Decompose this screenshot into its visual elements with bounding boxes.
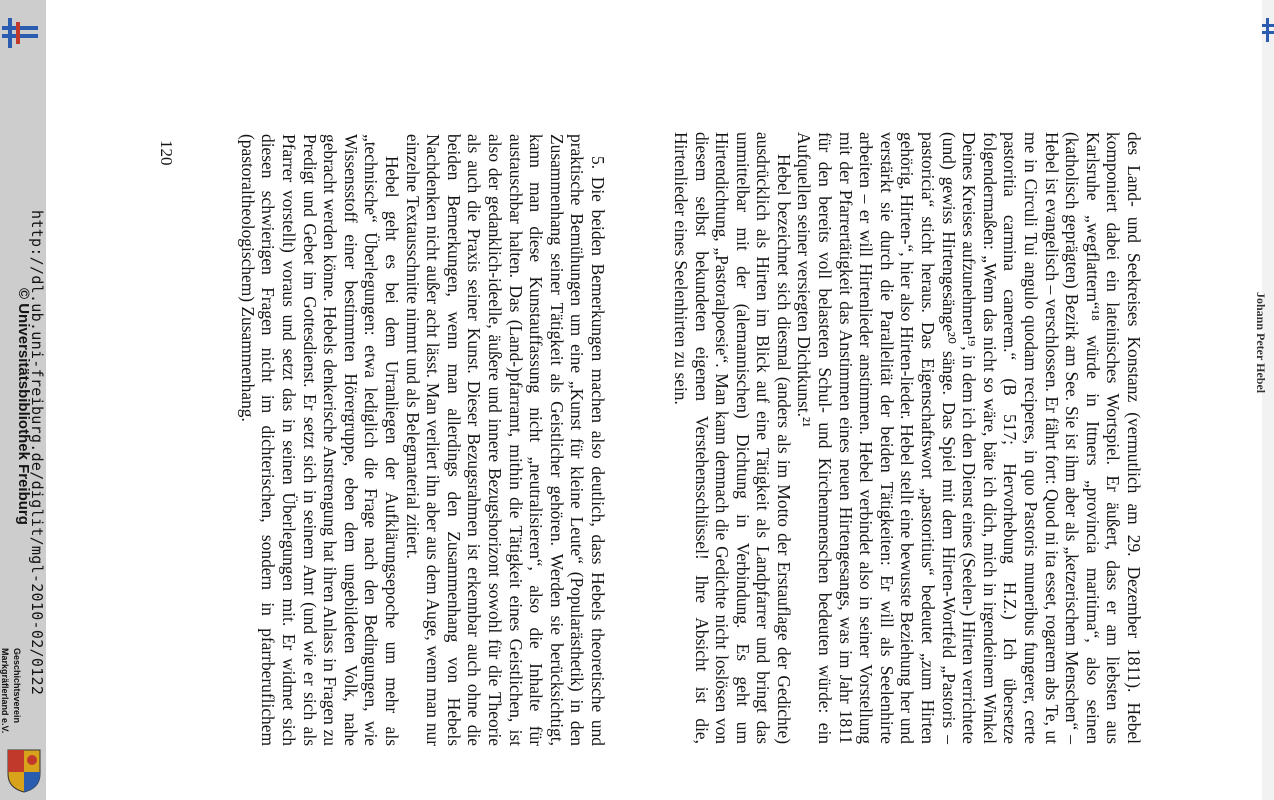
page-number: 120: [157, 140, 176, 166]
org-name-line1: Geschichtsverein: [12, 648, 22, 724]
viewer-right-strip: [1262, 0, 1274, 800]
ub-logo-icon: [2, 18, 38, 48]
paragraph: des Land- und Seekreises Konstanz (vermutlich am 29. Dezember 1811). Hebel komponiert dabei ein lateinisches Wortspiel. Er äußert, dass er am liebsten aus Karlsruhe „wegflattern“¹⁸ würde in Ittners „provincia maritima“, also seinen (katholisch geprägten) Bezirk am See. Sie ist ihm aber als „ketzerischem Menschen“ – Hebel ist evangelisch – verschlossen. Er fährt fort: Quod ni ita esset, rogarem abs Te, ut me in Circuli Tui angulo quodam reciperes, in quo Pastoris muneribus fungerer, certe pastoritia carmina canerem.“ (B 517; Hervorhebung H.Z.) Ich übersetze folgendermaßen: „Wenn das nicht so wäre, bäte ich dich, mich in irgendeinem Winkel Deines Kreises aufzunehmen¹⁹, in dem ich den Dienst eines (Seelen-) Hirten verrichtete (und) gewiss Hirtengesänge²⁰ sänge. Das Spiel mit dem Hirten-Wortfeld „Pastoris – pastoricia“ sticht heraus. Das Eigenschaftswort „pastoritius“ bedeutet „zum Hirten gehörig, Hirten-“, hier also Hirten-lieder. Hebel stellt eine bewusste Beziehung her und verstärkt sie durch die Parallelität der beiden Tätigkeiten: Er will als Seelenhirte arbeiten – er will Hirtenlieder anstimmen. Hebel verbindet also in seiner Vorstellung mit der Pfarrertätigkeit das Anstimmen eines neuen Hirtengesangs, was im Jahr 1811 für den bereits voll belasteten Schul- und Kirchenmenschen bedeuten würde: ein Aufquellen seiner versiegten Dichtkunst.²¹: [794, 132, 1144, 744]
paragraph: Hebel bezeichnet sich diesmal (anders als im Motto der Erstauflage der Gedichte) ausdrücklich als Hirten im Blick auf eine Tätigkeit als Landpfarrer und bringt das unmittelbar mit der (alemannischen) Dichtung in Verbindung. Es geht um Hirtendichtung, „Pastoralpoesie“. Man kann demnach die Gedichte nicht loslösen von diesem selbst bekundeten eigenen Verstehensschlüssel! Ihre Absicht ist die, Hirtenlieder eines Seelenhirten zu sein.: [670, 132, 794, 744]
paragraph: 5. Die beiden Bemerkungen machen also deutlich, dass Hebels theoretische und praktische Bemühungen um eine „Kunst für kleine Leute“ (Popularästhetik) in den Zusammenhang seiner Tätigkeit als Geistlicher gehören. Werden sie berücksichtigt, kann man diese Kunstauffassung nicht „neutralisieren“, also die Inhalte für austauschbar halten. Das (Land-)pfarramt, mithin die Tätigkeit eines Geistlichen, ist also der gedanklich-ideelle, äußere und innere Bezugshorizont sowohl für die Theorie als auch die Praxis seiner Kunst. Dieser Bezugsrahmen ist erkennbar auch ohne die beiden Bemerkungen, wenn man allerdings den Zusammenhang von Hebels Nachdenken nicht außer acht lässt. Man verliert ihn aber aus dem Auge, wenn man nur einzelne Textausschnitte nimmt und als Belegmaterial zitiert.: [402, 134, 608, 746]
running-header: Johann Peter Hebel: [1254, 292, 1268, 394]
org-name-line2: Markgräflerland e.V.: [0, 648, 10, 734]
document-url[interactable]: http://dl.ub.uni-freiburg.de/diglit/mgl-2010-02/0122: [28, 210, 46, 696]
text-block-2: [237, 134, 608, 746]
crest-icon: [6, 748, 42, 794]
text-block-1: [670, 132, 1144, 744]
ub-logo-icon: [1262, 18, 1274, 42]
copyright-notice: © Universitätsbibliothek Freiburg: [15, 288, 32, 525]
paragraph: Hebel geht es bei dem Urranliegen der Aufklärungsepoche um mehr als „technische“ Überlegungen: etwa lediglich die Frage nach den Bedingungen, wie Wissensstoff einer bestimmten Hörergruppe, eben dem ungebildeten Volk, nahe gebracht werden könne. Hebels denkerische Anstrengung hat ihren Anlass in Fragen zu Predigt und Gebet im Gottesdienst. Er setzt sich in seinem Amt (und wie er sich als Pfarrer vorstellt) voraus und setzt das in seinen Überlegungen mit. Er widmet sich diesen schwierigen Fragen nicht im dichterischen, sondern in pfarrberuflichem (pastoraltheologischem) Zusammenhang.: [237, 134, 403, 746]
